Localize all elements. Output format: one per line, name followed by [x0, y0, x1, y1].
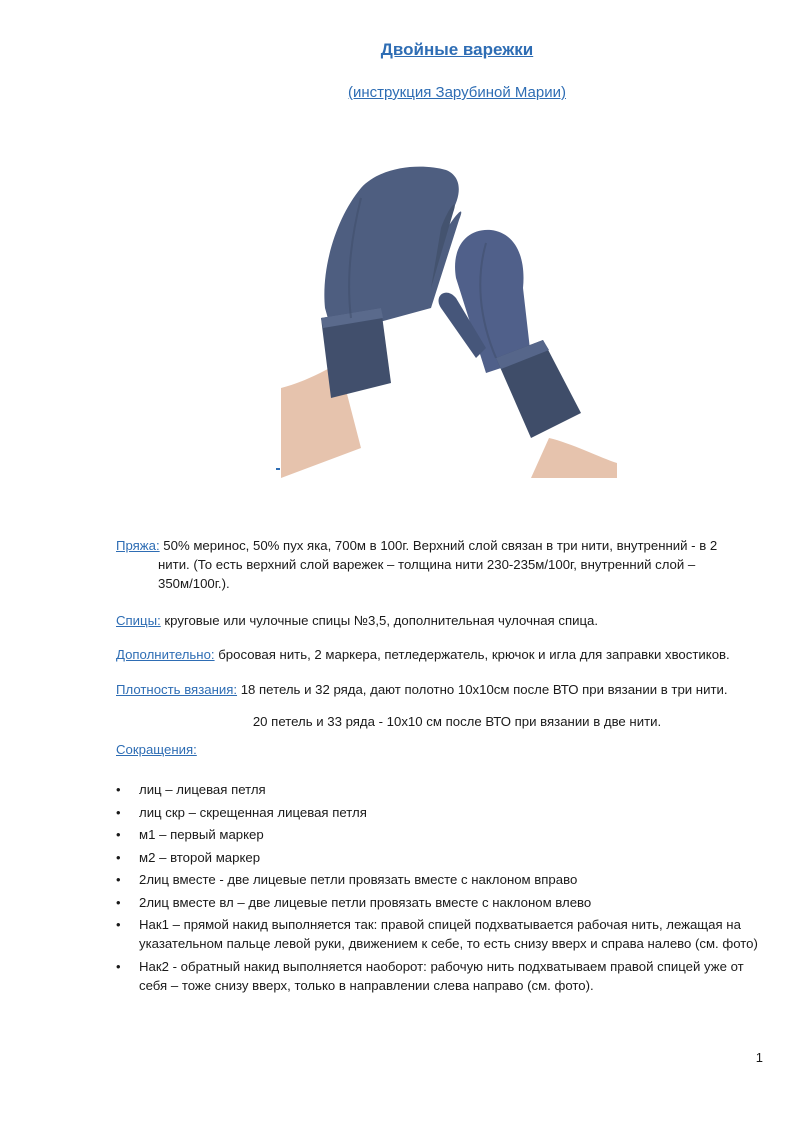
- list-item: • м2 – второй маркер: [116, 848, 766, 867]
- abbreviations-list: [116, 780, 766, 998]
- list-item: • Нак1 – прямой накид выполняется так: правой спицей подхватывается рабочая нить, лежащая на указательном пальце левой руки, движением к себе, то есть снизу вверх и справа налево (см. фото): [116, 915, 766, 953]
- gauge-text: 18 петель и 32 ряда, дают полотно 10х10см после ВТО при вязании в три нити.: [237, 682, 728, 697]
- list-item: • 2лиц вместе вл – две лицевые петли провязать вместе с наклоном влево: [116, 893, 766, 912]
- list-item: • м1 – первый маркер: [116, 825, 766, 844]
- yarn-label: Пряжа:: [116, 538, 160, 553]
- list-item: • 2лиц вместе - две лицевые петли провязать вместе с наклоном вправо: [116, 870, 766, 889]
- abbreviations-heading: Сокращения:: [116, 742, 197, 757]
- yarn-line3: 350м/100г.).: [158, 576, 230, 591]
- list-item: • лиц скр – скрещенная лицевая петля: [116, 803, 766, 822]
- document-subtitle: (инструкция Зарубиной Марии): [347, 84, 566, 101]
- document-title: Двойные варежки: [380, 40, 534, 59]
- page-number: 1: [755, 1050, 763, 1065]
- needles-paragraph: [116, 611, 756, 630]
- extra-paragraph: [116, 645, 756, 664]
- needles-label: Спицы:: [116, 613, 161, 628]
- photo-link-mark: [276, 468, 280, 470]
- needles-text: круговые или чулочные спицы №3,5, дополнительная чулочная спица.: [160, 613, 599, 628]
- list-item: • лиц – лицевая петля: [116, 780, 766, 799]
- gauge-line2: 20 петель и 33 ряда - 10х10 см после ВТО при вязании в две нити.: [252, 714, 662, 729]
- yarn-line1: 50% меринос, 50% пух яка, 700м в 100г. Верхний слой связан в три нити, внутренний - в 2: [159, 538, 718, 553]
- list-item: • Нак2 - обратный накид выполняется наоборот: рабочую нить подхватываем правой спицей уже от себя – тоже снизу вверх, только в направлении слева направо (см. фото).: [116, 957, 766, 995]
- gauge-paragraph: [116, 680, 756, 699]
- mittens-photo-icon: [281, 158, 617, 478]
- extra-label: Дополнительно:: [116, 647, 215, 662]
- yarn-line2: нити. (То есть верхний слой варежек – толщина нити 230-235м/100г, внутренний слой –: [158, 557, 696, 572]
- gauge-label: Плотность вязания:: [116, 682, 238, 697]
- extra-text: бросовая нить, 2 маркера, петледержатель, крючок и игла для заправки хвостиков.: [214, 647, 730, 662]
- yarn-paragraph: [116, 536, 756, 593]
- mittens-photo: [281, 158, 617, 478]
